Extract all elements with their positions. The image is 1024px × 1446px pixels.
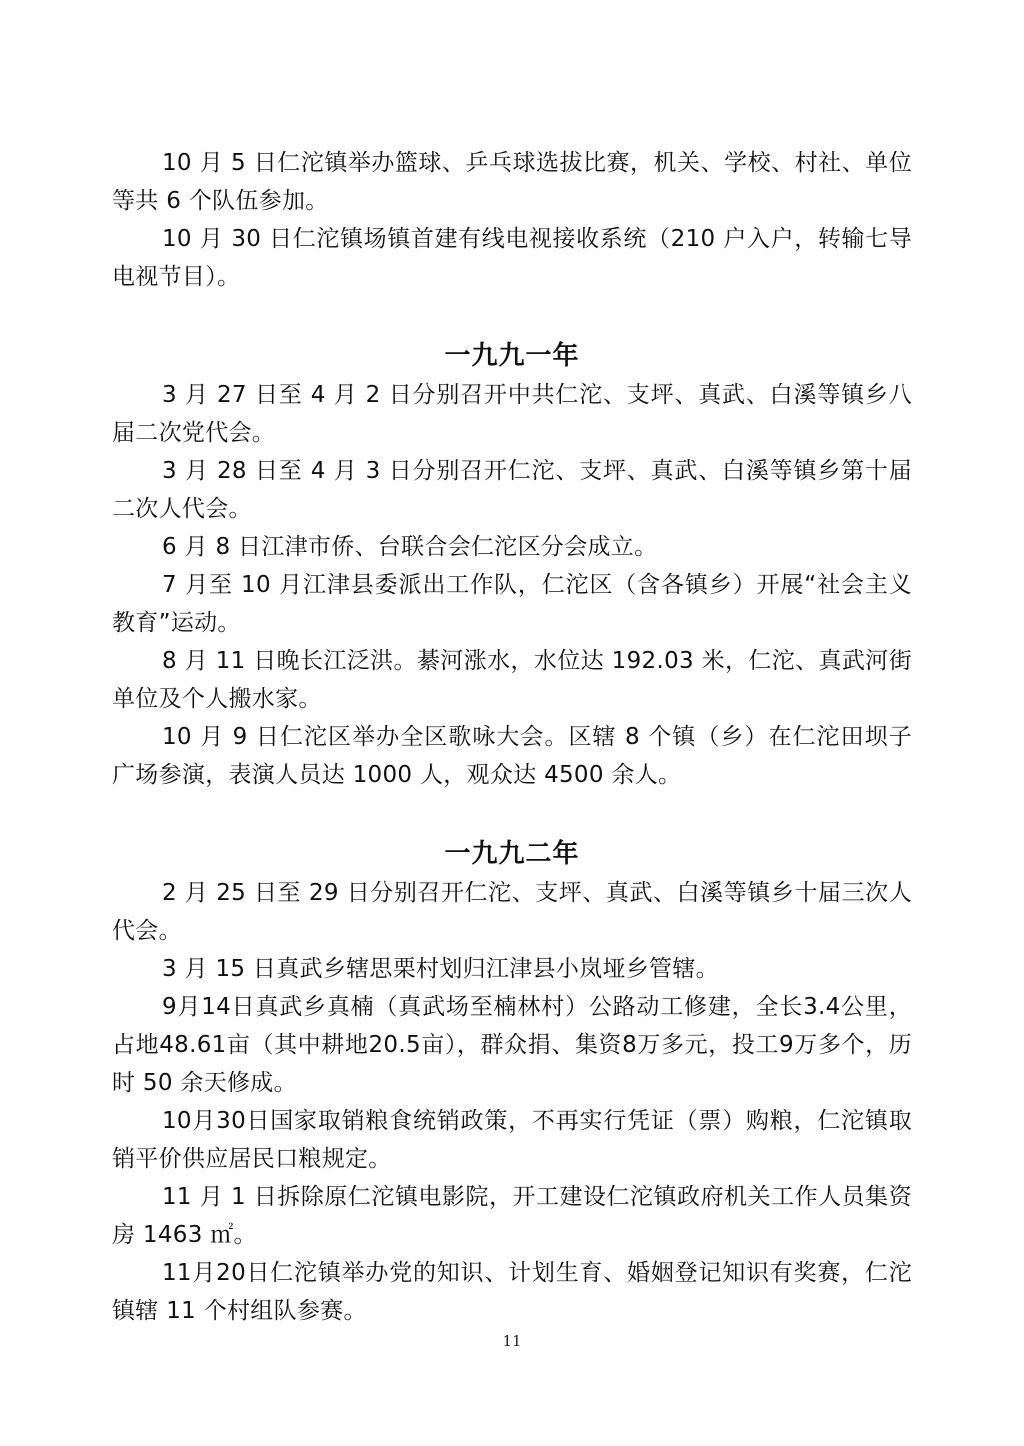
paragraph-1992-1: 2 月 25 日至 29 日分别召开仁沱、支坪、真武、白溪等镇乡十届三次人代会。 [112, 880, 912, 944]
section-heading-1992: 一九九二年 [444, 839, 580, 869]
paragraph-intro-1: 10 月 5 日仁沱镇举办篮球、乒乓球选拔比赛，机关、学校、村社、单位等共 6 个队伍参加。 [112, 150, 912, 214]
paragraph-1991-1: 3 月 27 日至 4 月 2 日分别召开中共仁沱、支坪、真武、白溪等镇乡八届二次党代会。 [112, 382, 912, 446]
paragraph-1992-5: 11 月 1 日拆除原仁沱镇电影院，开工建设仁沱镇政府机关工作人员集资房 1463 ㎡。 [112, 1184, 912, 1248]
paragraph-1991-6: 10 月 9 日仁沱区举办全区歌咏大会。区辖 8 个镇（乡）在仁沱田坝子广场参演，表演人员达 1000 人，观众达 4500 余人。 [112, 724, 912, 788]
paragraph-1991-4: 7 月至 10 月江津县委派出工作队，仁沱区（含各镇乡）开展“社会主义教育”运动。 [112, 572, 912, 636]
paragraph-1992-2: 3 月 15 日真武乡辖思栗村划归江津县小岚垭乡管辖。 [162, 956, 719, 982]
paragraph-1992-6: 11月20日仁沱镇举办党的知识、计划生育、婚姻登记知识有奖赛，仁沱镇辖 11 个村组队参赛。 [112, 1260, 912, 1324]
paragraph-1992-4: 10月30日国家取销粮食统销政策，不再实行凭证（票）购粮，仁沱镇取销平价供应居民口粮规定。 [112, 1108, 912, 1172]
paragraph-1992-3: 9月14日真武乡真楠（真武场至楠林村）公路动工修建，全长3.4公里，占地48.61亩（其中耕地20.5亩），群众捐、集资8万多元，投工9万多个，历时 50 余天修成。 [112, 994, 912, 1096]
paragraph-1991-5: 8 月 11 日晚长江泛洪。綦河涨水，水位达 192.03 米，仁沱、真武河街单位及个人搬水家。 [112, 648, 912, 712]
section-heading-1991: 一九九一年 [444, 341, 580, 371]
paragraph-1991-2: 3 月 28 日至 4 月 3 日分别召开仁沱、支坪、真武、白溪等镇乡第十届二次人代会。 [112, 458, 912, 522]
paragraph-1991-3: 6 月 8 日江津市侨、台联合会仁沱区分会成立。 [162, 534, 658, 560]
paragraph-intro-2: 10 月 30 日仁沱镇场镇首建有线电视接收系统（210 户入户，转输七导电视节目）。 [112, 226, 912, 290]
page-number: 11 [502, 1332, 522, 1350]
page-content [112, 144, 912, 1330]
